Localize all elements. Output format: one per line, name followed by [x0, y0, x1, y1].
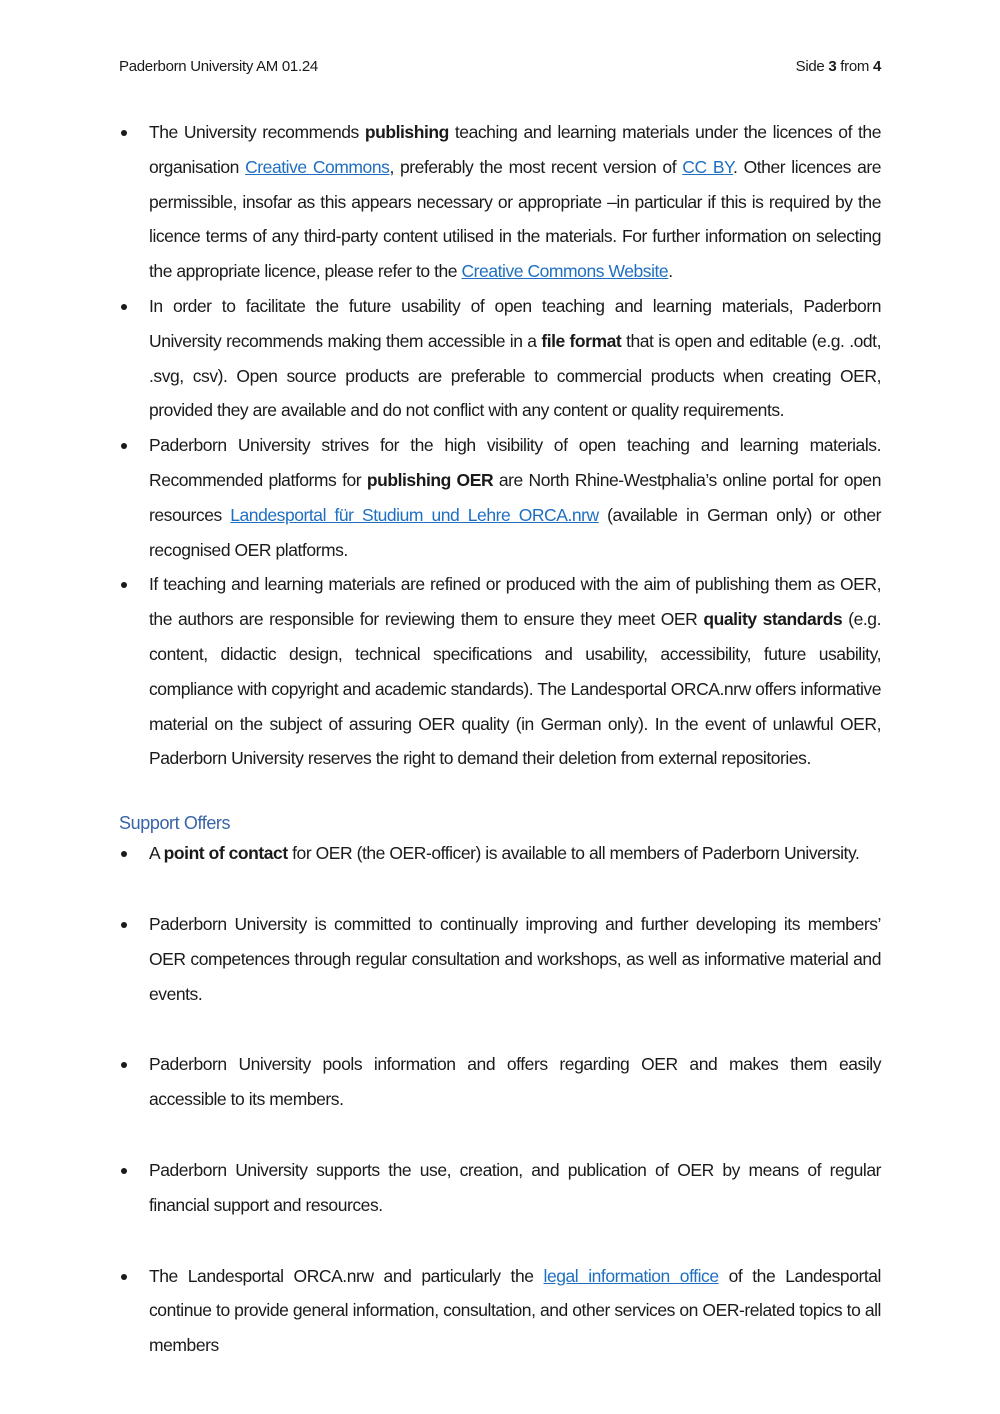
document-id: Paderborn University AM 01.24 — [119, 58, 318, 75]
page-indicator: Side 3 from 4 — [795, 58, 881, 75]
support-item-financial: Paderborn University supports the use, creation, and publication of OER by means of regular financial support and resources. — [149, 1159, 881, 1215]
support-offers-heading: Support Offers — [119, 813, 231, 834]
page-total: 4 — [872, 58, 881, 75]
page-current: 3 — [828, 58, 837, 75]
support-item-pools: Paderborn University pools information and offers regarding OER and makes them easily accessible to its members. — [149, 1054, 881, 1110]
cc-by-link[interactable]: CC BY — [682, 156, 734, 177]
list-item-file-format: In order to facilitate the future usability of open teaching and learning materials, Paderborn University recommends making them accessible in a file format that is open and editable (e.g. .odt, .svg, csv). Open source products are preferable to commercial products when creating OER, provided they are available and do not conflict with any content or quality requirements. — [149, 295, 881, 421]
document-body — [119, 115, 881, 1363]
legal-information-office-link[interactable]: legal information office — [543, 1265, 719, 1286]
page-header — [119, 58, 881, 75]
creative-commons-website-link[interactable]: Creative Commons Website — [461, 261, 669, 282]
support-item-contact: A point of contact for OER (the OER-officer) is available to all members of Paderborn University. — [149, 843, 860, 864]
list-item-licences: The University recommends publishing teaching and learning materials under the licences of the organisation Creative Commons, preferably the most recent version of CC BY. Other licences are permissible, insofar as this appears necessary or appropriate –in particular if this is required by the licence terms of any third-party content utilised in the materials. For further information on selecting the appropriate licence, please refer to the Creative Commons Website. — [149, 122, 882, 282]
list-item-quality: If teaching and learning materials are refined or produced with the aim of publishing them as OER, the authors are responsible for reviewing them to ensure they meet OER quality standards (e.g. content, didactic design, technical specifications and usability, accessibility, future usability, compliance with copyright and academic standards). The Landesportal ORCA.nrw offers informative material on the subject of assuring OER quality (in German only). In the event of unlawful OER, Paderborn University reserves the right to demand their deletion from external repositories. — [149, 574, 881, 769]
support-item-legal: The Landesportal ORCA.nrw and particularly the legal information office of the Landesportal continue to provide general information, consultation, and other services on OER-related topics to all members — [149, 1265, 881, 1356]
support-item-competences: Paderborn University is committed to continually improving and further developing its members’ OER competences through regular consultation and workshops, as well as informative material and events. — [149, 913, 881, 1004]
creative-commons-link[interactable]: Creative Commons — [245, 156, 390, 177]
list-item-visibility: Paderborn University strives for the high visibility of open teaching and learning materials. Recommended platforms for publishing OER are North Rhine-Westphalia’s online portal for open resources Landesportal für Studium und Lehre ORCA.nrw (available in German only) or other recognised OER platforms. — [149, 435, 881, 560]
orca-nrw-link[interactable]: Landesportal für Studium und Lehre ORCA.nrw — [230, 504, 599, 525]
